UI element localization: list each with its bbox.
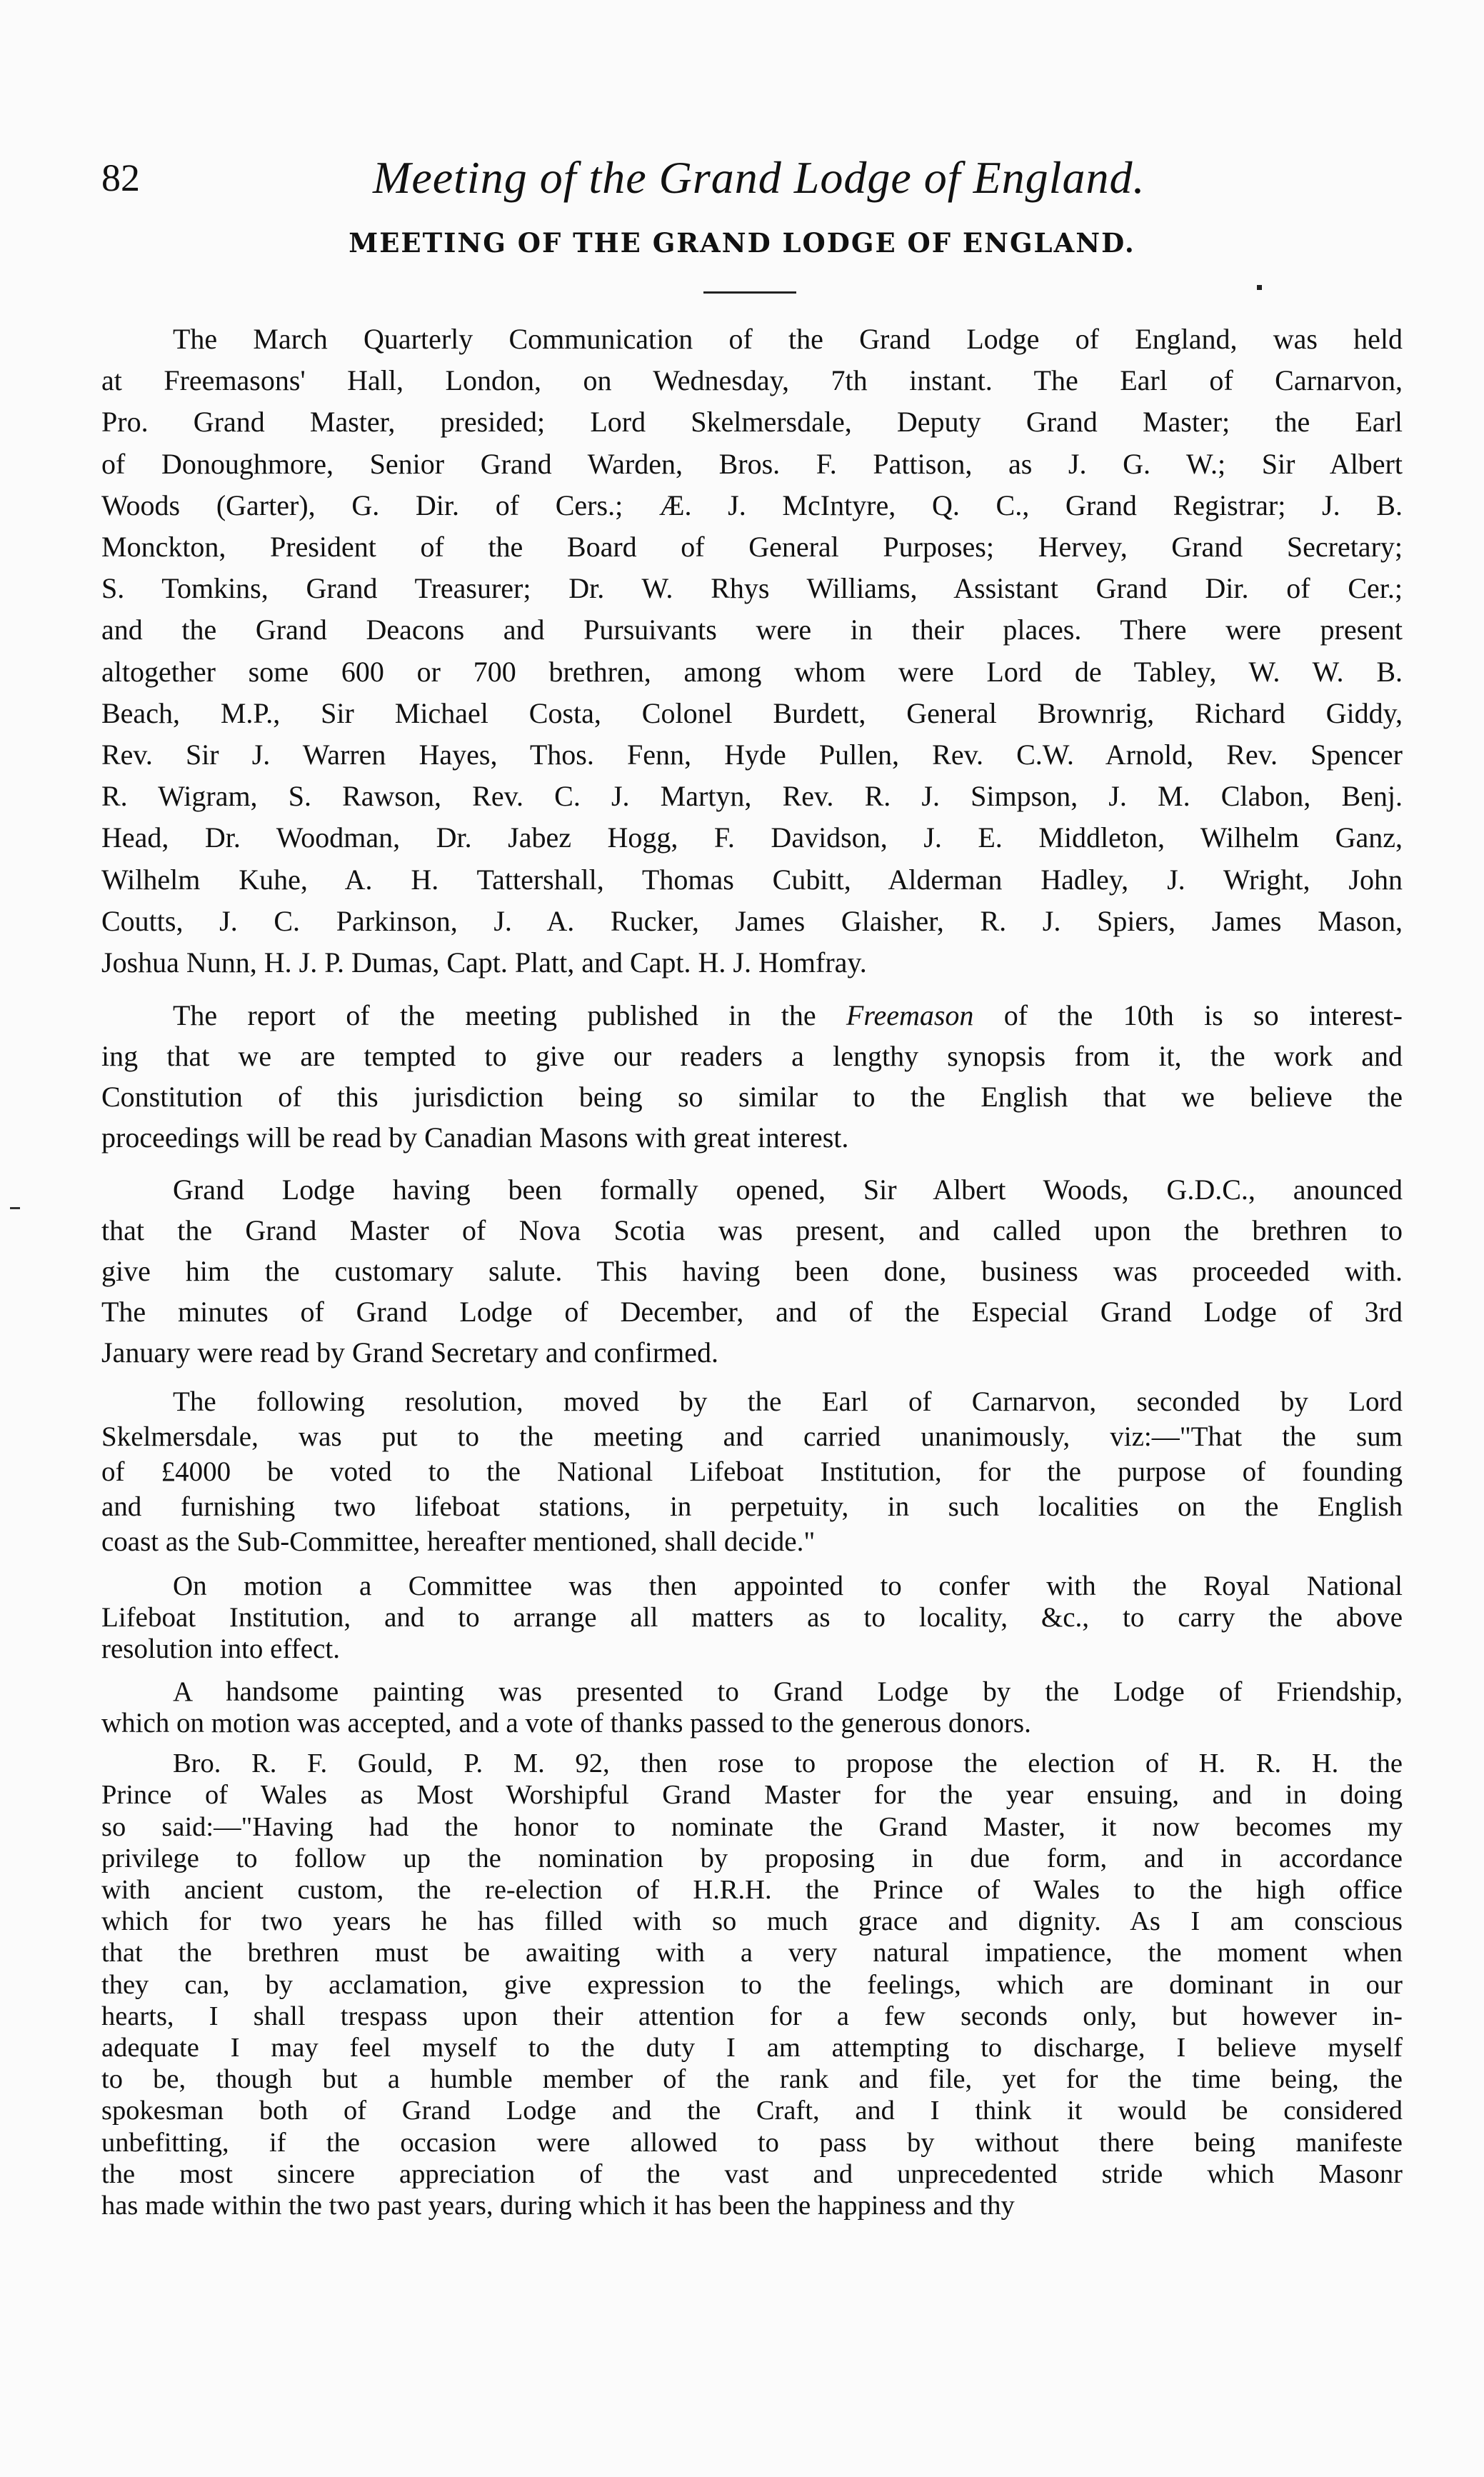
- text-line: Head, Dr. Woodman, Dr. Jabez Hogg, F. Davidson, J. E. Middleton, Wilhelm Ganz,: [101, 821, 1403, 854]
- paragraph-painting: [101, 1676, 1403, 1739]
- text-line: that the brethren must be awaiting with a very natural impatience, the moment when: [101, 1938, 1403, 1968]
- text-line: January were read by Grand Secretary and confirmed.: [101, 1336, 719, 1369]
- text-line: proceedings will be read by Canadian Masons with great interest.: [101, 1121, 849, 1154]
- text-line: altogether some 600 or 700 brethren, among whom were Lord de Tabley, W. W. B.: [101, 655, 1403, 688]
- text-line: Lifeboat Institution, and to arrange all matters as to locality, &c., to carry the above: [101, 1602, 1403, 1633]
- text-line: which for two years he has filled with so much grace and dignity. As I am conscious: [101, 1906, 1403, 1937]
- text-line: The following resolution, moved by the Earl of Carnarvon, seconded by Lord: [173, 1386, 1403, 1418]
- text-line: A handsome painting was presented to Grand Lodge by the Lodge of Friendship,: [173, 1676, 1403, 1708]
- text-line: and furnishing two lifeboat stations, in perpetuity, in such localities on the English: [101, 1491, 1403, 1523]
- text-line: of Donoughmore, Senior Grand Warden, Bros. F. Pattison, as J. G. W.; Sir Albert: [101, 447, 1403, 480]
- title-rule: [703, 291, 796, 294]
- text-line: hearts, I shall trespass upon their attention for a few seconds only, but however in-: [101, 2001, 1403, 2031]
- text-line: Beach, M.P., Sir Michael Costa, Colonel Burdett, General Brownrig, Richard Giddy,: [101, 696, 1403, 729]
- text-line: privilege to follow up the nomination by proposing in due form, and in accordance: [101, 1843, 1403, 1873]
- text-line: Bro. R. F. Gould, P. M. 92, then rose to propose the election of H. R. H. the: [173, 1748, 1403, 1779]
- running-title: Meeting of the Grand Lodge of England.: [373, 152, 1145, 203]
- text-line: Woods (Garter), G. Dir. of Cers.; Æ. J. McIntyre, Q. C., Grand Registrar; J. B.: [101, 489, 1403, 521]
- text-line: unbefitting, if the occasion were allowed to pass by without there being manifeste: [101, 2127, 1403, 2158]
- text-line: S. Tomkins, Grand Treasurer; Dr. W. Rhys Williams, Assistant Grand Dir. of Cer.;: [101, 572, 1403, 605]
- text-line: The minutes of Grand Lodge of December, and of the Especial Grand Lodge of 3rd: [101, 1296, 1403, 1328]
- text-line: Constitution of this jurisdiction being so similar to the English that we believe the: [101, 1081, 1403, 1114]
- paragraph-gould-speech: [101, 1748, 1403, 2221]
- print-mark: [1257, 285, 1262, 290]
- text-line: so said:—"Having had the honor to nominate the Grand Master, it now becomes my: [101, 1811, 1403, 1842]
- paragraph-report-intro: [101, 995, 1403, 1158]
- running-head: [101, 149, 1401, 206]
- text-line: The report of the meeting published in the Freemason of the 10th is so interest-: [173, 999, 1403, 1032]
- paragraph-committee: [101, 1571, 1403, 1665]
- text-line: adequate I may feel myself to the duty I am attempting to discharge, I believe myself: [101, 2033, 1403, 2063]
- text-line: spokesman both of Grand Lodge and the Craft, and I think it would be considered: [101, 2096, 1403, 2126]
- text-line: and the Grand Deacons and Pursuivants were in their places. There were present: [101, 614, 1403, 646]
- text-line: of £4000 be voted to the National Lifeboat Institution, for the purpose of founding: [101, 1456, 1403, 1488]
- paragraph-attendance: [101, 319, 1403, 984]
- paragraph-opening: [101, 1169, 1403, 1373]
- text-line: to be, though but a humble member of the rank and file, yet for the time being, the: [101, 2064, 1403, 2095]
- text-line: Joshua Nunn, H. J. P. Dumas, Capt. Platt, and Capt. H. J. Homfray.: [101, 946, 867, 979]
- text-line: which on motion was accepted, and a vote of thanks passed to the generous donors.: [101, 1708, 1031, 1739]
- text-line: they can, by acclamation, give expression to the feelings, which are dominant in our: [101, 1969, 1403, 2000]
- text-line: has made within the two past years, during which it has been the happiness and thy: [101, 2191, 1015, 2221]
- text-line: Pro. Grand Master, presided; Lord Skelmersdale, Deputy Grand Master; the Earl: [101, 406, 1403, 439]
- text-line: with ancient custom, the re-election of H.R.H. the Prince of Wales to the high office: [101, 1875, 1403, 1906]
- text-line: R. Wigram, S. Rawson, Rev. C. J. Martyn, Rev. R. J. Simpson, J. M. Clabon, Benj.: [101, 780, 1403, 813]
- text-line: ing that we are tempted to give our readers a lengthy synopsis from it, the work and: [101, 1040, 1403, 1073]
- text-line: resolution into effect.: [101, 1633, 340, 1665]
- text-line: Coutts, J. C. Parkinson, J. A. Rucker, James Glaisher, R. J. Spiers, James Mason,: [101, 904, 1403, 937]
- text-line: give him the customary salute. This having been done, business was proceeded with.: [101, 1255, 1403, 1288]
- text-line: Grand Lodge having been formally opened, Sir Albert Woods, G.D.C., anounced: [173, 1174, 1403, 1206]
- text-line: coast as the Sub-Committee, hereafter mentioned, shall decide.": [101, 1526, 816, 1558]
- text-line: Prince of Wales as Most Worshipful Grand Master for the year ensuing, and in doing: [101, 1780, 1403, 1811]
- page-number: 82: [101, 156, 140, 199]
- text-line: Skelmersdale, was put to the meeting and carried unanimously, viz:—"That the sum: [101, 1421, 1403, 1453]
- text-line: The March Quarterly Communication of the Grand Lodge of England, was held: [173, 323, 1403, 355]
- text-line: at Freemasons' Hall, London, on Wednesday, 7th instant. The Earl of Carnarvon,: [101, 364, 1403, 397]
- paragraph-resolution: [101, 1384, 1403, 1559]
- margin-mark: [10, 1207, 20, 1209]
- article-body: [101, 319, 1403, 2221]
- text-line: Rev. Sir J. Warren Hayes, Thos. Fenn, Hyde Pullen, Rev. C.W. Arnold, Rev. Spencer: [101, 739, 1403, 771]
- article-title: MEETING OF THE GRAND LODGE OF ENGLAND.: [349, 227, 1135, 259]
- text-line: Wilhelm Kuhe, A. H. Tattershall, Thomas Cubitt, Alderman Hadley, J. Wright, John: [101, 863, 1403, 896]
- text-line: Monckton, President of the Board of General Purposes; Hervey, Grand Secretary;: [101, 531, 1403, 564]
- text-line: On motion a Committee was then appointed to confer with the Royal National: [173, 1571, 1403, 1602]
- text-line: that the Grand Master of Nova Scotia was present, and called upon the brethren to: [101, 1214, 1403, 1247]
- text-line: the most sincere appreciation of the vast and unprecedented stride which Masonr: [101, 2158, 1403, 2189]
